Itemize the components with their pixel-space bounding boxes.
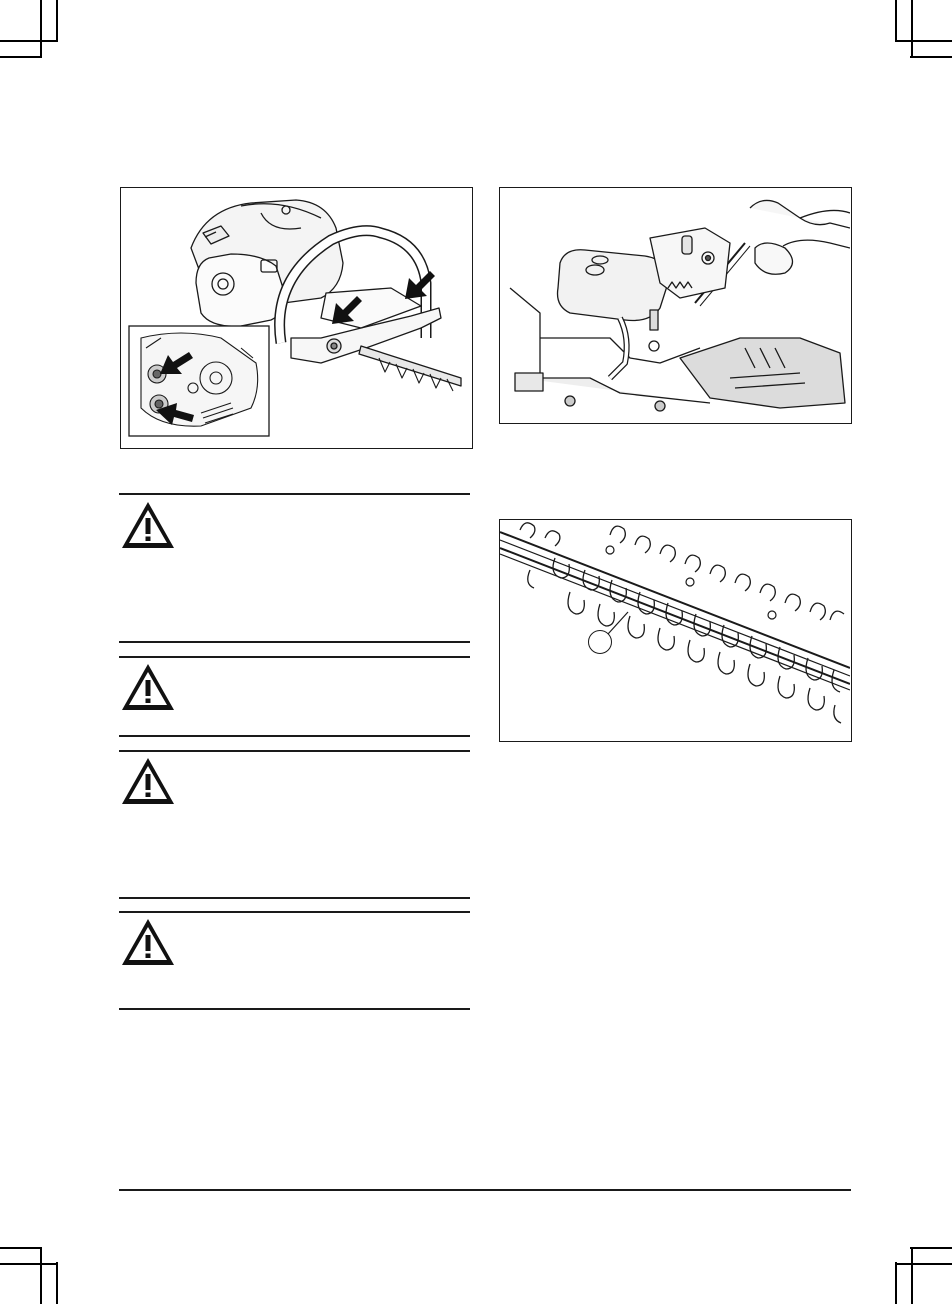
figure-handle-removal [120, 187, 473, 449]
warning-bottom-rule [119, 641, 470, 643]
figure-carburettor-adjust [499, 187, 852, 424]
warning-bottom-rule [119, 897, 470, 899]
carburettor-adjust-illustration [500, 188, 850, 422]
warning-triangle-icon [118, 660, 178, 714]
warning-top-rule [119, 493, 470, 495]
warning-bottom-rule [119, 735, 470, 737]
hedge-trimmer-handle-illustration [121, 188, 471, 447]
warning-triangle-icon [118, 754, 178, 808]
warning-triangle-icon [118, 498, 178, 552]
warning-triangle-icon [118, 915, 178, 969]
callout-circle [588, 630, 612, 654]
warning-bottom-rule [119, 1008, 470, 1010]
warning-top-rule [119, 656, 470, 658]
blade-teeth-illustration [500, 520, 850, 740]
warning-top-rule [119, 750, 470, 752]
warning-top-rule [119, 911, 470, 913]
footer-rule [119, 1189, 851, 1191]
figure-blade-cutter [499, 519, 852, 742]
